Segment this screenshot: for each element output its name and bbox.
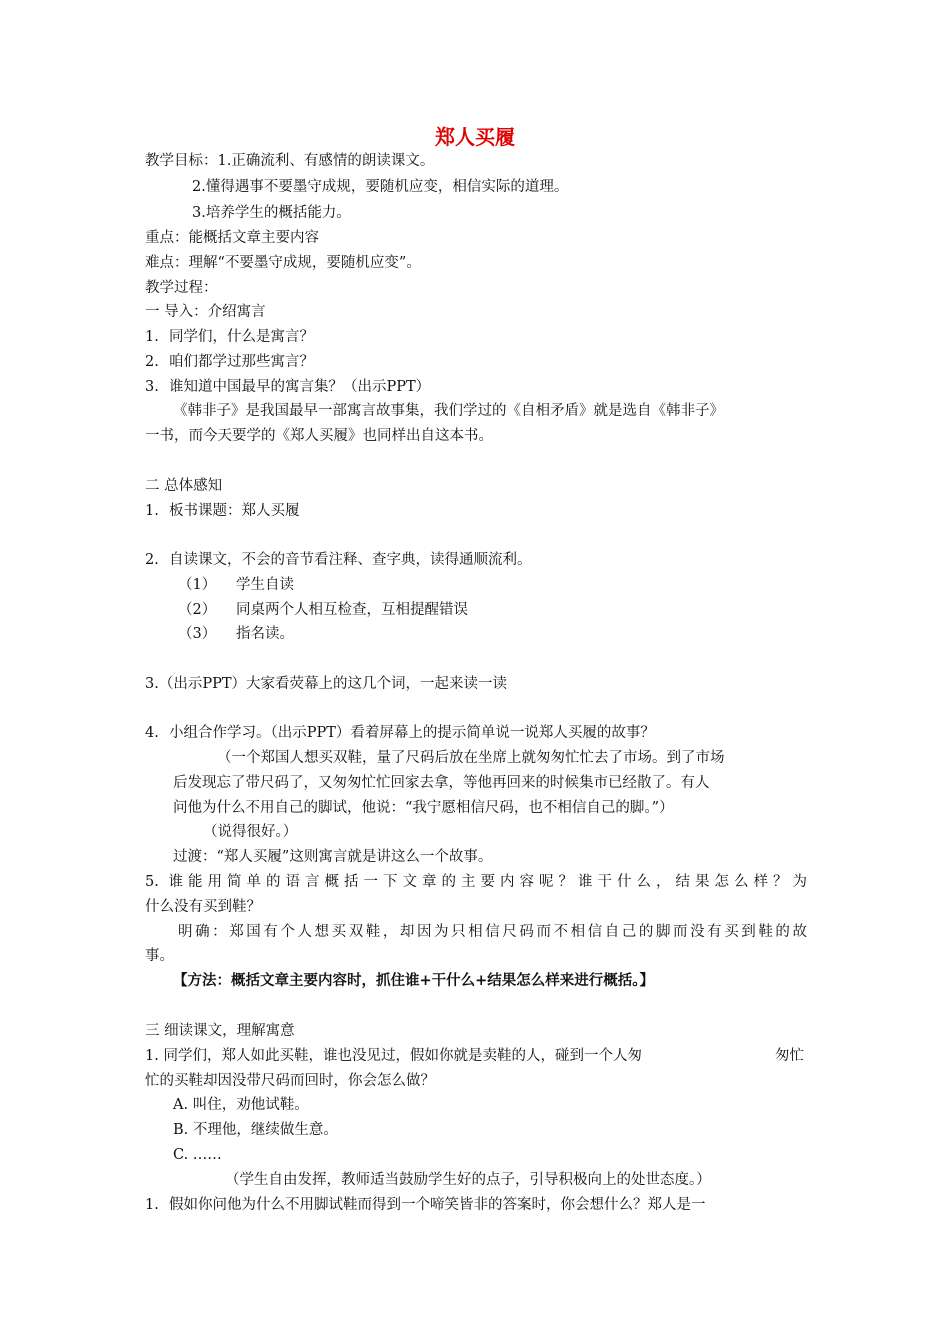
item-text: 谁知道中国最早的寓言集？（出示PPT）: [169, 379, 431, 395]
sub-item-number: （1）: [178, 577, 217, 593]
comment-line: （说得很好。）: [203, 824, 298, 840]
sub-item: [178, 600, 840, 620]
option-b: B. 不理他，继续做生意。: [173, 1122, 338, 1138]
list-item: [145, 377, 807, 397]
item-text: 板书课题：郑人买履: [169, 503, 300, 519]
item-number: 2.: [145, 552, 159, 568]
sub-item-text: 指名读。: [236, 626, 294, 642]
list-item: [145, 723, 807, 743]
question-text: 1. 同学们，郑人如此买鞋，谁也没见过，假如你就是卖鞋的人，碰到一个人匆: [145, 1048, 642, 1064]
sub-item: [178, 624, 840, 644]
sub-item-text: 学生自读: [236, 577, 294, 593]
item-number: 1.: [145, 1197, 159, 1213]
list-item: [145, 501, 807, 521]
sub-item-text: 同桌两个人相互检查，互相提醒错误: [236, 602, 468, 618]
section-1-heading: 一 导入：介绍寓言: [145, 304, 266, 320]
item-number: 1.: [145, 503, 159, 519]
option-c: C. ……: [173, 1147, 222, 1163]
item-text: 咱们都学过那些寓言？: [169, 354, 314, 370]
teacher-note: （学生自由发挥，教师适当鼓励学生好的点子，引导积极向上的处世态度。）: [225, 1172, 711, 1188]
item-number: 1.: [145, 329, 159, 345]
list-item: [145, 327, 807, 347]
goal-line-1: 教学目标：1.正确流利、有感情的朗读课文。: [145, 153, 435, 169]
item-text: 假如你问他为什么不用脚试鞋而得到一个啼笑皆非的答案时，你会想什么？郑人是一: [169, 1197, 706, 1213]
sub-item-number: （2）: [178, 602, 217, 618]
story-line: 后发现忘了带尺码了，又匆匆忙忙回家去拿，等他再回来的时候集市已经散了。有人: [173, 775, 710, 791]
item-text: 谁能用简单的语言概括一下文章的主要内容呢？谁干什么，结果怎么样？为: [168, 874, 808, 890]
paragraph-line: 一书，而今天要学的《郑人买履》也同样出自这本书。: [145, 428, 493, 444]
item-text: 同学们，什么是寓言？: [169, 329, 314, 345]
section-2-heading: 二 总体感知: [145, 478, 223, 494]
answer-line: 明确：郑国有个人想买双鞋，却因为只相信尺码而不相信自己的脚而没有买到鞋的故: [178, 924, 807, 940]
option-a: A. 叫住，劝他试鞋。: [173, 1097, 309, 1113]
question-line: [145, 1046, 807, 1066]
list-item: [145, 352, 807, 372]
story-line: 问他为什么不用自己的脚试，他说：“我宁愿相信尺码，也不相信自己的脚。”）: [173, 800, 674, 816]
item-number: 5.: [145, 874, 159, 890]
item-text: 自读课文，不会的音节看注释、查字典，读得通顺流利。: [169, 552, 532, 568]
question-line: 忙的买鞋却因没带尺码而回时，你会怎么做？: [145, 1073, 435, 1089]
item-number: 3.: [145, 379, 159, 395]
transition-line: 过渡：“郑人买履”这则寓言就是讲这么一个故事。: [173, 849, 493, 865]
key-point: 重点：能概括文章主要内容: [145, 230, 319, 246]
goal-line-2: 2.懂得遇事不要墨守成规，要随机应变，相信实际的道理。: [192, 179, 569, 195]
section-3-heading: 三 细读课文，理解寓意: [145, 1023, 295, 1039]
item-number: 2.: [145, 354, 159, 370]
answer-line: 事。: [145, 948, 174, 964]
paragraph-line: 3.（出示PPT）大家看荧幕上的这几个词，一起来读一读: [145, 676, 508, 692]
question-text-tail: 匆忙: [775, 1048, 804, 1064]
sub-item-number: （3）: [178, 626, 217, 642]
list-item: [145, 872, 807, 892]
item-number: 4.: [145, 725, 159, 741]
list-item: [145, 1195, 807, 1215]
method-note: 【方法：概括文章主要内容时，抓住谁+干什么+结果怎么样来进行概括。】: [173, 972, 655, 989]
goal-line-3: 3.培养学生的概括能力。: [192, 205, 351, 221]
paragraph-line: 什么没有买到鞋？: [145, 899, 261, 915]
difficulty: 难点：理解“不要墨守成规，要随机应变”。: [145, 255, 421, 271]
process-heading: 教学过程：: [145, 280, 218, 296]
page-title: 郑人买履: [435, 125, 515, 149]
list-item: [145, 550, 807, 570]
item-text: 小组合作学习。（出示PPT）看着屏幕上的提示简单说一说郑人买履的故事？: [169, 725, 655, 741]
sub-item: [178, 575, 840, 595]
paragraph-line: 《韩非子》是我国最早一部寓言故事集，我们学过的《自相矛盾》就是选自《韩非子》: [173, 403, 724, 419]
story-line: （一个郑国人想买双鞋，量了尺码后放在坐席上就匆匆忙忙去了市场。到了市场: [217, 750, 725, 766]
